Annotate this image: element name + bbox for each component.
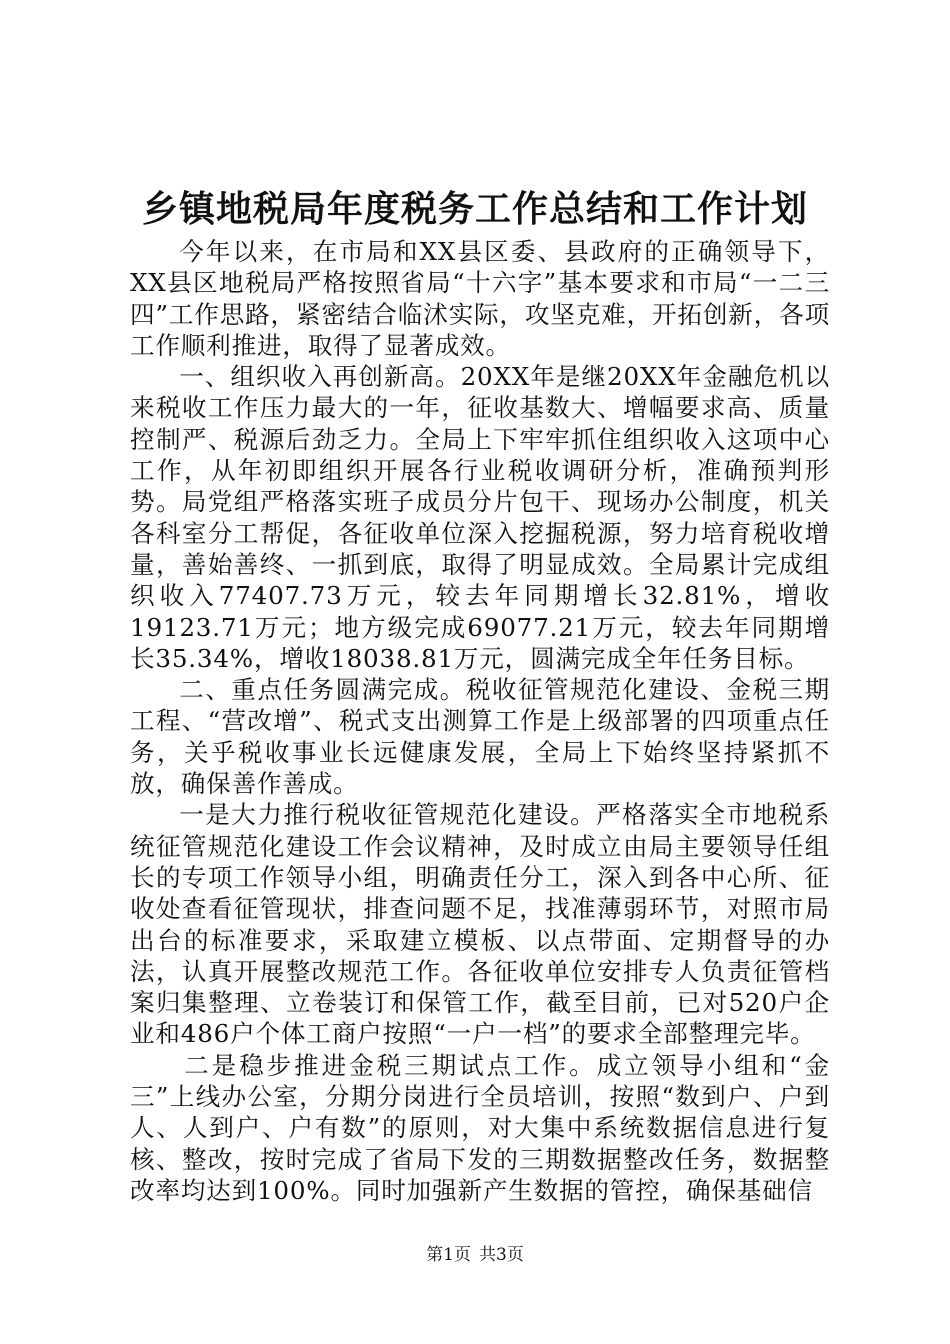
paragraph-intro: 今年以来，在市局和XX县区委、县政府的正确领导下，XX县区地税局严格按照省局“十六字”基本要求和市局“一二三四”工作思路，紧密结合临沭实际，攻坚克难，开拓创新，各项工作顺利推进，取得了显著成效。	[130, 237, 830, 360]
paragraph-standardization: 一是大力推行税收征管规范化建设。严格落实全市地税系统征管规范化建设工作会议精神，及时成立由局主要领导任组长的专项工作领导小组，明确责任分工，深入到各中心所、征收处查看征管现状，排查问题不足，找准薄弱环节，对照市局出台的标准要求，采取建立模板、以点带面、定期督导的办法，认真开展整改规范工作。各征收单位安排专人负责征管档案归集整理、立卷装订和保管工作，截至目前，已对520户企业和486户个体工商户按照“一户一档”的要求全部整理完毕。	[130, 800, 830, 1049]
paragraph-golden-tax: 二是稳步推进金税三期试点工作。成立领导小组和“金三”上线办公室，分期分岗进行全员培训，按照“数到户、户到人、人到户、户有数”的原则，对大集中系统数据信息进行复核、整改，按时完成了省局下发的三期数据整改任务，数据整改率均达到100%。同时加强新产生数据的管控，确保基础信	[130, 1050, 830, 1205]
page-total: 共3页	[479, 1245, 524, 1265]
paragraph-key-tasks: 二、重点任务圆满完成。税收征管规范化建设、金税三期工程、“营改增”、税式支出测算工作是上级部署的四项重点任务，关乎税收事业长远健康发展，全局上下始终坚持紧抓不放，确保善作善成。	[130, 675, 830, 799]
page-footer	[0, 1244, 950, 1266]
paragraph-revenue: 一、组织收入再创新高。20XX年是继20XX年金融危机以来税收工作压力最大的一年，征收基数大、增幅要求高、质量控制严、税源后劲乏力。全局上下牢牢抓住组织收入这项中心工作，从年初即组织开展各行业税收调研分析，准确预判形势。局党组严格落实班子成员分片包干、现场办公制度，机关各科室分工帮促，各征收单位深入挖掘税源，努力培育税收增量，善始善终、一抓到底，取得了明显成效。全局累计完成组织收入77407.73万元，较去年同期增长32.81%，增收19123.71万元；地方级完成69077.21万元，较去年同期增长35.34%，增收18038.81万元，圆满完成全年任务目标。	[130, 362, 830, 673]
document-title: 乡镇地税局年度税务工作总结和工作计划	[141, 188, 808, 230]
document-body	[130, 236, 830, 1206]
page-number: 第1页	[426, 1245, 471, 1265]
